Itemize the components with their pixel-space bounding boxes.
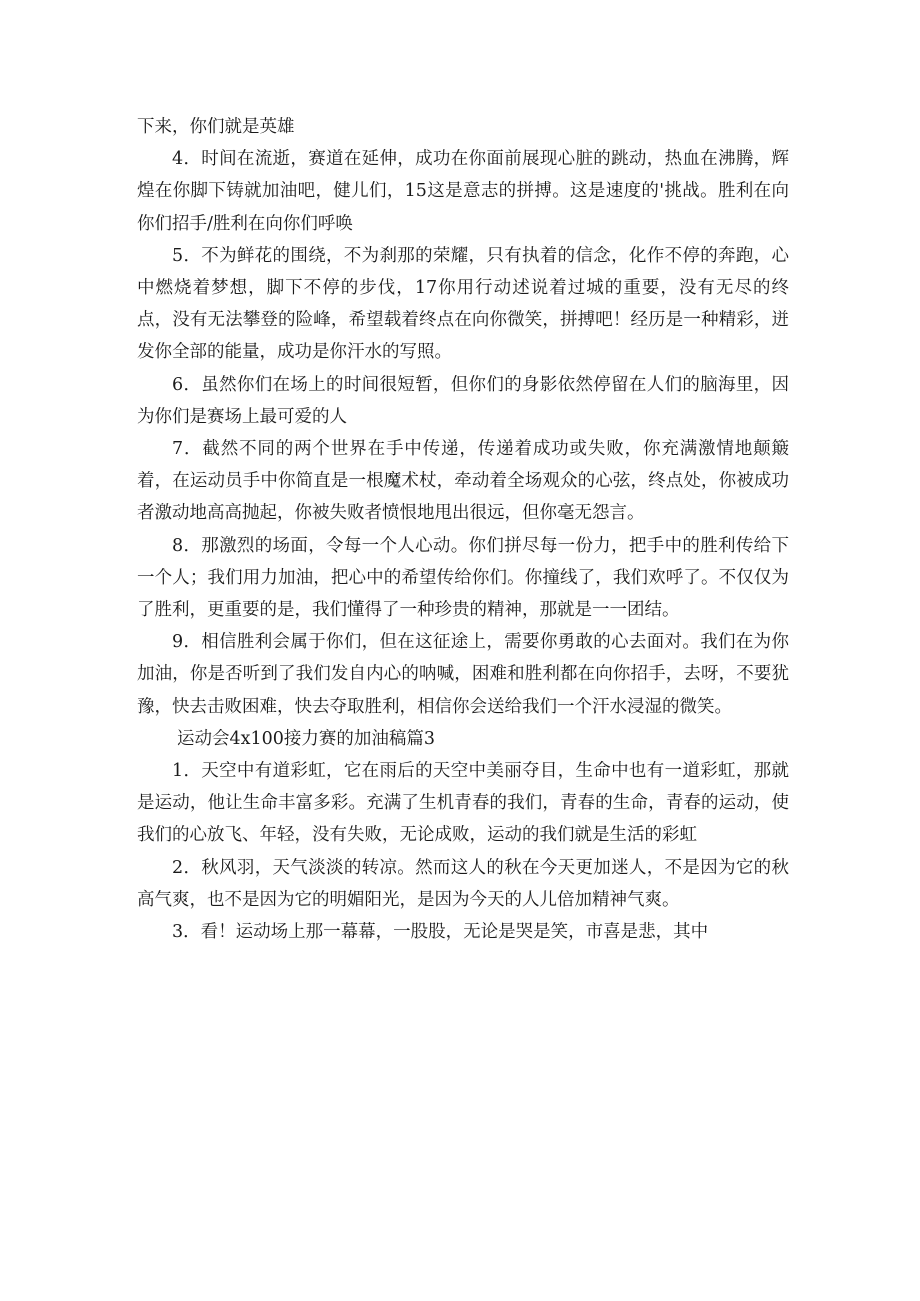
paragraph-4: 4．时间在流逝，赛道在延伸，成功在你面前展现心脏的跳动，热血在沸腾，辉煌在你脚下铸就加油吧，健儿们，15这是意志的拼搏。这是速度的'挑战。胜利在向你们招手/胜利在向你们呼唤 <box>137 149 789 234</box>
document-page <box>137 111 789 948</box>
section-title: 运动会4x100接力赛的加油稿篇3 <box>177 728 436 749</box>
paragraph-6: 6．虽然你们在场上的时间很短暂，但你们的身影依然停留在人们的脑海里，因为你们是赛场上最可爱的人 <box>137 374 789 427</box>
paragraph-8: 8．那激烈的场面，令每一个人心动。你们拼尽每一份力，把手中的胜利传给下一个人；我们用力加油，把心中的希望传给你们。你撞线了，我们欢呼了。不仅仅为了胜利，更重要的是，我们懂得了一种珍贵的精神，那就是一一团结。 <box>137 535 789 621</box>
paragraph-7: 7．截然不同的两个世界在手中传递，传递着成功或失败，你充满激情地颠簸着，在运动员手中你简直是一根魔术杖，牵动着全场观众的心弦，终点处，你被成功者激动地高高抛起，你被失败者愤恨地甩出很远，但你毫无怨言。 <box>137 439 789 524</box>
section-paragraph-3: 3．看！运动场上那一幕幕，一股股，无论是哭是笑，市喜是悲，其中 <box>172 922 709 943</box>
section-paragraph-1: 1．天空中有道彩虹，它在雨后的天空中美丽夺目，生命中也有一道彩虹，那就是运动，他让生命丰富多彩。充满了生机青春的我们，青春的生命，青春的运动，使我们的心放飞、年轻，没有失败，无论成败，运动的我们就是生活的彩虹 <box>137 761 789 846</box>
section-paragraph-2: 2．秋风羽，天气淡淡的转凉。然而这人的秋在今天更加迷人，不是因为它的秋高气爽，也不是因为它的明媚阳光，是因为今天的人儿倍加精神气爽。 <box>137 857 789 910</box>
paragraph-continuation: 下来，你们就是英雄 <box>137 117 295 137</box>
paragraph-9: 9．相信胜利会属于你们，但在这征途上，需要你勇敢的心去面对。我们在为你加油，你是否听到了我们发自内心的呐喊，困难和胜利都在向你招手，去呀，不要犹豫，快去击败困难，快去夺取胜利，相信你会送给我们一个汗水浸湿的微笑。 <box>137 632 789 717</box>
paragraph-5: 5．不为鲜花的围绕，不为刹那的荣耀，只有执着的信念，化作不停的奔跑，心中燃烧着梦想，脚下不停的步伐，17你用行动述说着过城的重要，没有无尽的终点，没有无法攀登的险峰，希望载着终点在向你微笑，拼搏吧！经历是一种精彩，迸发你全部的能量，成功是你汗水的写照。 <box>137 245 789 363</box>
